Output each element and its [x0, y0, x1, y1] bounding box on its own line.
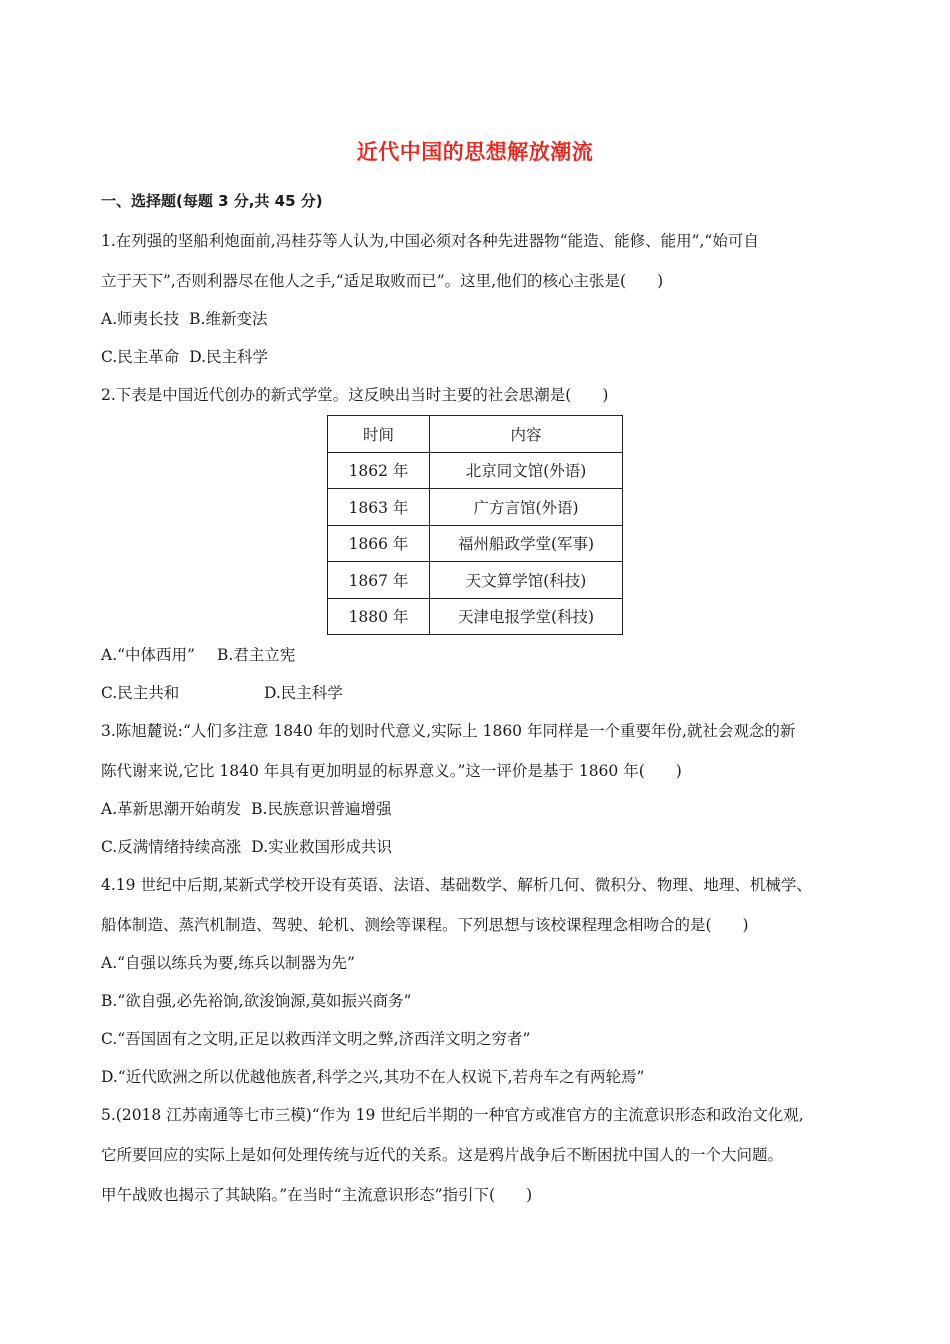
- q2-option-b[interactable]: B.君主立宪: [216, 646, 296, 664]
- table-cell-year: 1866 年: [328, 525, 430, 562]
- q3-stem-line2: 陈代谢来说,它比 1840 年具有更加明显的标界意义。”这一评价是基于 1860 年( ): [101, 762, 682, 780]
- q1-option-c[interactable]: C.民主革命: [101, 348, 180, 366]
- table-row: [328, 525, 623, 562]
- q1-option-a[interactable]: A.师夷长技: [101, 310, 180, 328]
- q2-options-ab: [101, 643, 295, 665]
- q4-stem-line1: 4.19 世纪中后期,某新式学校开设有英语、法语、基础数学、解析几何、微积分、物理、地理、机械学、: [101, 876, 812, 894]
- table-row: [328, 562, 623, 599]
- table-cell-year: 1863 年: [328, 489, 430, 526]
- table-cell-school: 北京同文馆(外语): [430, 452, 623, 489]
- q1-options-cd: [101, 345, 268, 367]
- q3-options-ab: [101, 797, 391, 819]
- q3-stem-line1: 3.陈旭麓说:“人们多注意 1840 年的划时代意义,实际上 1860 年同样是一个重要年份,就社会观念的新: [101, 722, 796, 740]
- q4-option-c[interactable]: C.“吾国固有之文明,正足以救西洋文明之弊,济西洋文明之穷者”: [101, 1030, 531, 1048]
- q4-option-d[interactable]: D.“近代欧洲之所以优越他族者,科学之兴,其功不在人权说下,若舟车之有两轮焉”: [101, 1068, 645, 1086]
- q1-option-b[interactable]: B.维新变法: [189, 310, 268, 328]
- q2-option-d[interactable]: D.民主科学: [264, 684, 343, 702]
- q5-stem-line1: 5.(2018 江苏南通等七市三模)“作为 19 世纪后半期的一种官方或准官方的主流意识形态和政治文化观,: [101, 1106, 804, 1124]
- q3-option-a[interactable]: A.革新思潮开始萌发: [101, 800, 242, 818]
- q2-options-cd: [101, 681, 501, 703]
- q3-option-d[interactable]: D.实业救国形成共识: [251, 838, 393, 856]
- q2-option-c[interactable]: C.民主共和: [101, 684, 180, 702]
- table-header-row: [328, 416, 623, 453]
- table-row: [328, 598, 623, 635]
- q1-stem-line2: 立于天下”,否则利器尽在他人之手,“适足取败而已”。这里,他们的核心主张是( ): [101, 272, 664, 290]
- page-title: 近代中国的思想解放潮流: [356, 140, 594, 164]
- q5-stem-line2: 它所要回应的实际上是如何处理传统与近代的关系。这是鸦片战争后不断困扰中国人的一个大问题。: [101, 1146, 784, 1164]
- q1-option-d[interactable]: D.民主科学: [189, 348, 269, 366]
- q2-stem-line1: 2.下表是中国近代创办的新式学堂。这反映出当时主要的社会思潮是( ): [101, 386, 609, 404]
- q4-option-a[interactable]: A.“自强以练兵为要,练兵以制器为先”: [101, 954, 355, 972]
- q3-options-cd: [101, 835, 392, 857]
- q5-stem-line3: 甲午战败也揭示了其缺陷。”在当时“主流意识形态”指引下( ): [101, 1186, 533, 1204]
- q2-option-a[interactable]: A.“中体西用”: [101, 646, 195, 664]
- table-cell-school: 广方言馆(外语): [430, 489, 623, 526]
- table-cell-school: 福州船政学堂(军事): [430, 525, 623, 562]
- table-cell-school: 天文算学馆(科技): [430, 562, 623, 599]
- table-header-content: 内容: [430, 416, 623, 453]
- section-heading: 一、选择题(每题 3 分,共 45 分): [101, 192, 323, 210]
- q3-option-b[interactable]: B.民族意识普遍增强: [251, 800, 392, 818]
- q4-option-b[interactable]: B.“欲自强,必先裕饷,欲浚饷源,莫如振兴商务”: [101, 992, 412, 1010]
- q1-options-ab: [101, 307, 267, 329]
- table-row: [328, 452, 623, 489]
- q1-stem-line1: 1.在列强的坚船利炮面前,冯桂芬等人认为,中国必须对各种先进器物“能造、能修、能用”,“始可自: [101, 232, 759, 250]
- table-cell-school: 天津电报学堂(科技): [430, 598, 623, 635]
- schools-table: [327, 415, 623, 635]
- table-cell-year: 1880 年: [328, 598, 430, 635]
- q3-option-c[interactable]: C.反满情绪持续高涨: [101, 838, 242, 856]
- q4-stem-line2: 船体制造、蒸汽机制造、驾驶、轮机、测绘等课程。下列思想与该校课程理念相吻合的是( ): [101, 916, 749, 934]
- table-cell-year: 1867 年: [328, 562, 430, 599]
- table-cell-year: 1862 年: [328, 452, 430, 489]
- table-header-time: 时间: [328, 416, 430, 453]
- table-row: [328, 489, 623, 526]
